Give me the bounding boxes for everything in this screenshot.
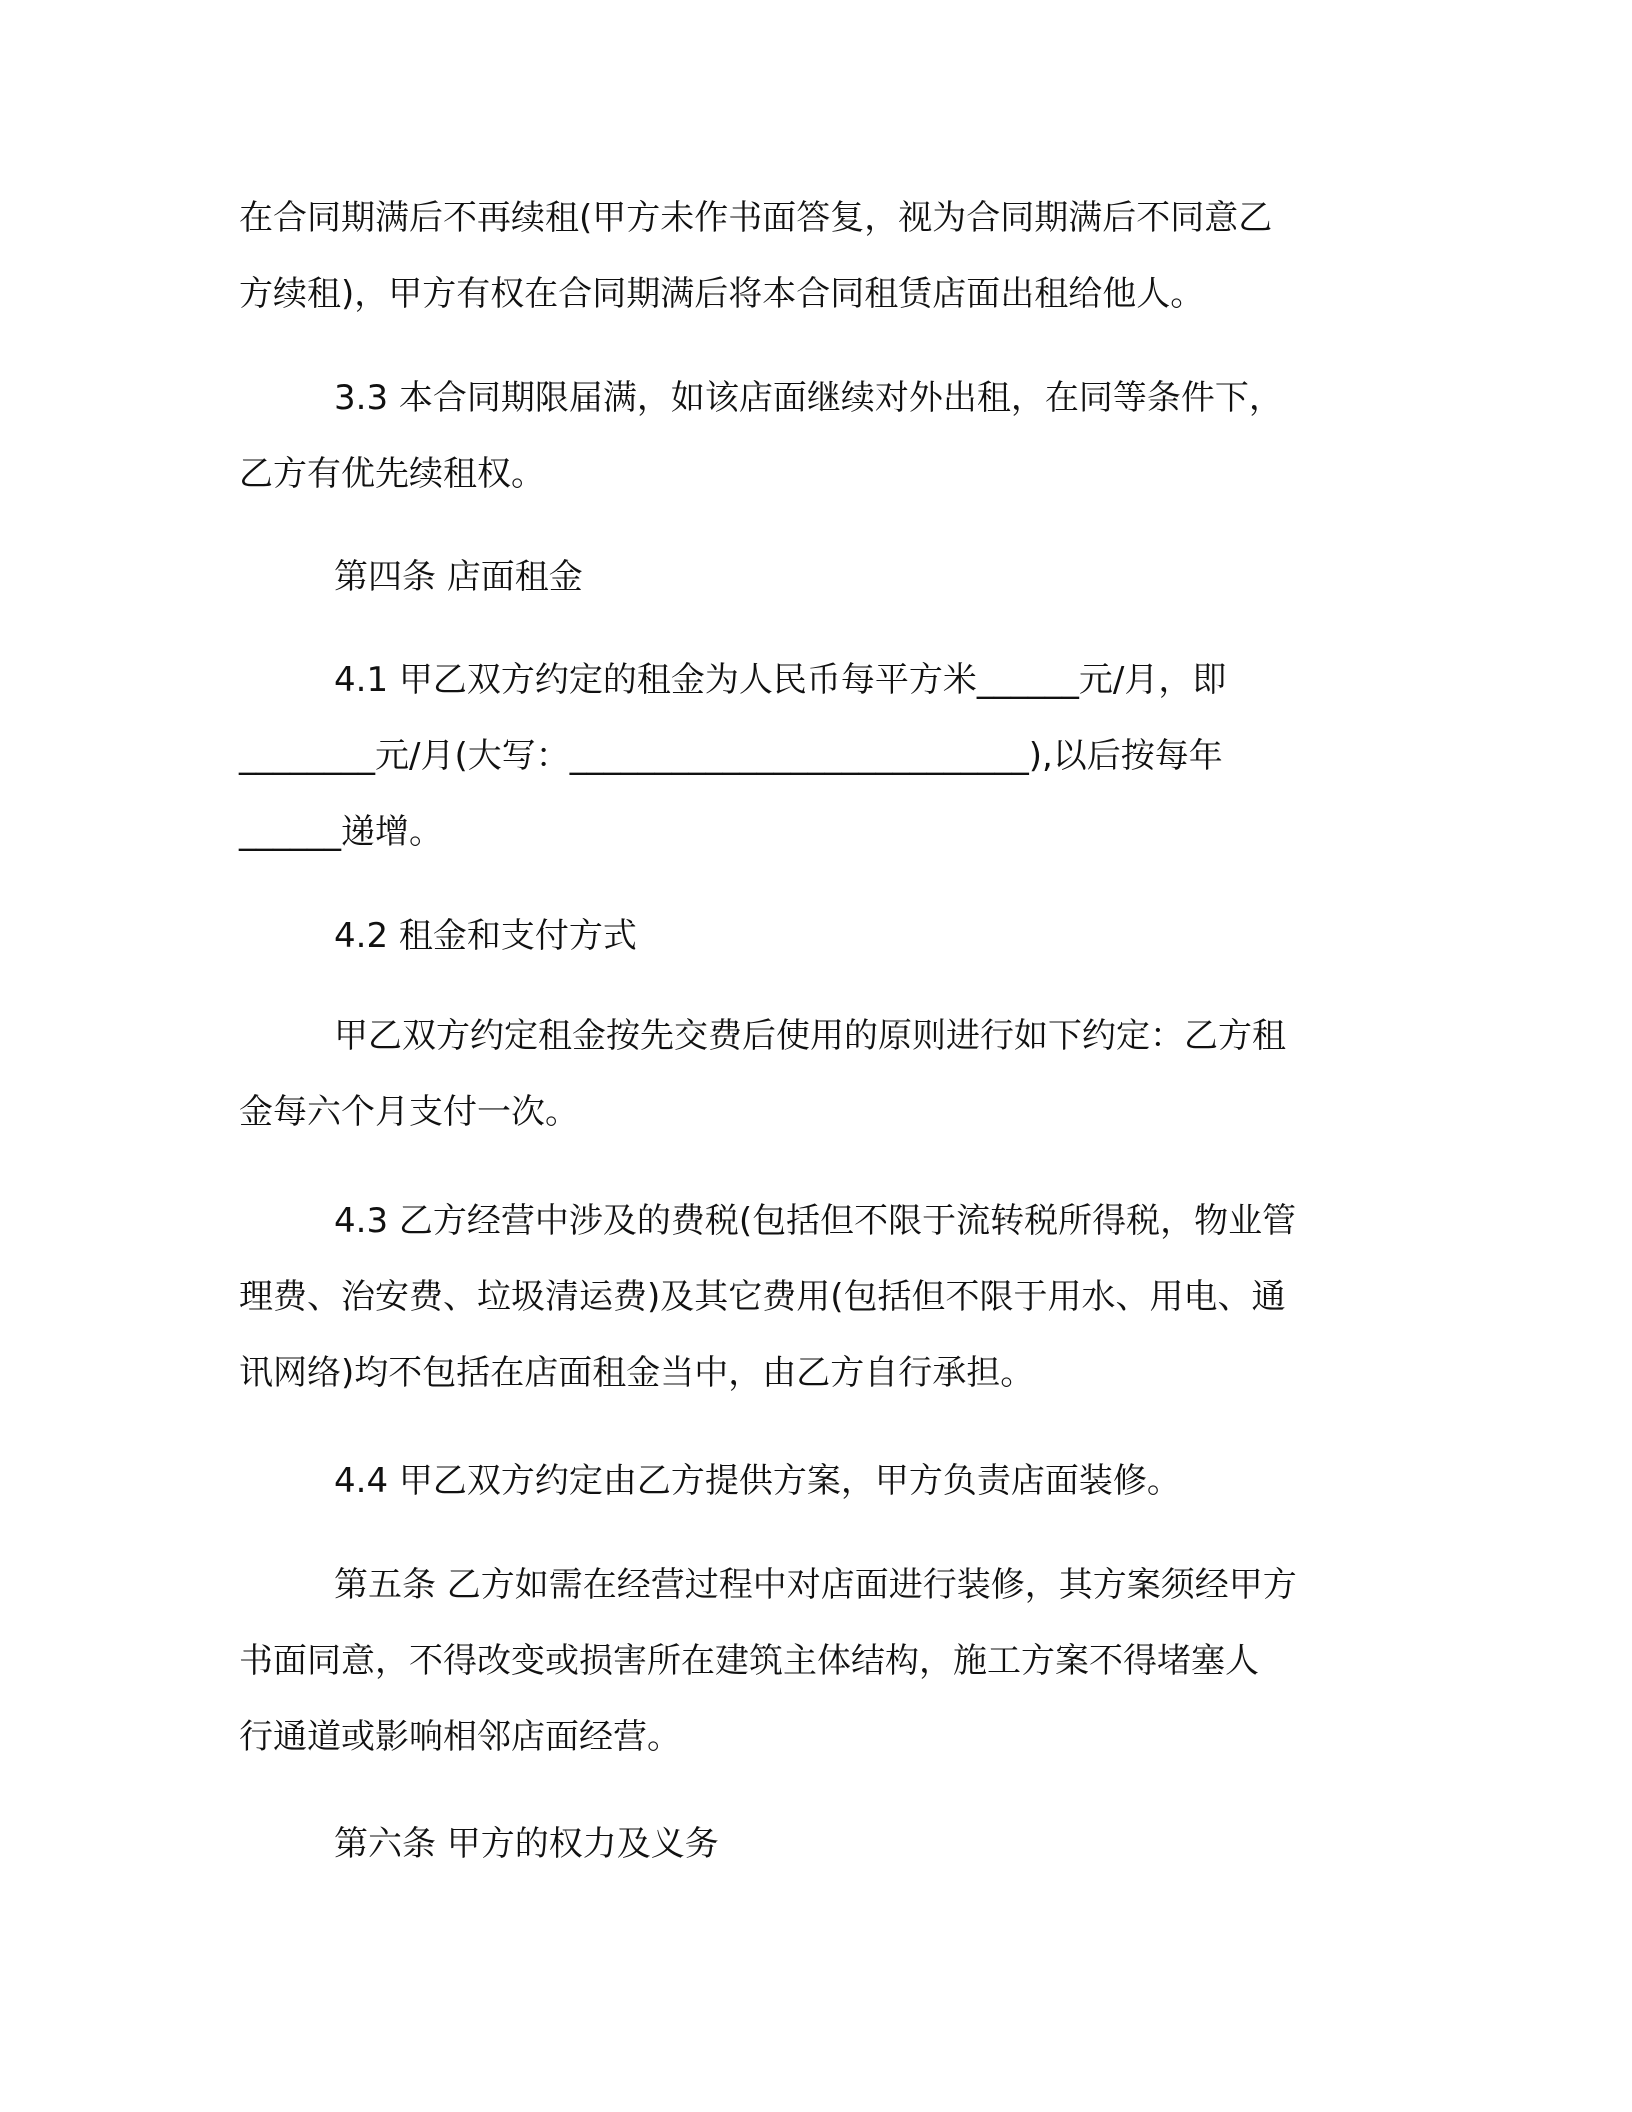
text-line: 乙方有优先续租权。 [239, 454, 545, 494]
paragraph-article-5 [239, 1547, 1389, 1775]
text-line: 4.3 乙方经营中涉及的费税(包括但不限于流转税所得税，物业管 [334, 1201, 1297, 1241]
text-line: 甲乙双方约定租金按先交费后使用的原则进行如下约定：乙方租 [334, 1016, 1286, 1056]
paragraph-payment-terms [239, 998, 1389, 1150]
text-line: 第六条 甲方的权力及义务 [334, 1824, 719, 1864]
text-line: 书面同意，不得改变或损害所在建筑主体结构，施工方案不得堵塞人 [239, 1641, 1259, 1681]
text-line: 讯网络)均不包括在店面租金当中，由乙方自行承担。 [239, 1353, 1035, 1393]
heading-clause-4-2 [239, 898, 1389, 974]
text-line: 在合同期满后不再续租(甲方未作书面答复，视为合同期满后不同意乙 [239, 198, 1273, 238]
text-line: 第四条 店面租金 [334, 557, 583, 597]
paragraph-clause-3-3 [239, 360, 1389, 512]
heading-article-6 [239, 1806, 1389, 1882]
text-line: 4.1 甲乙双方约定的租金为人民币每平方米______元/月，即 [334, 660, 1227, 700]
text-line: 3.3 本合同期限届满，如该店面继续对外出租，在同等条件下， [334, 378, 1283, 418]
text-line: 金每六个月支付一次。 [239, 1092, 579, 1132]
text-line: 4.4 甲乙双方约定由乙方提供方案，甲方负责店面装修。 [334, 1461, 1181, 1501]
text-line: 行通道或影响相邻店面经营。 [239, 1717, 681, 1757]
paragraph-clause-4-1 [239, 642, 1389, 870]
text-line: ______递增。 [239, 812, 443, 852]
text-line: ________元/月(大写：___________________________),以后按每年 [239, 736, 1223, 776]
paragraph-clause-4-4 [239, 1443, 1389, 1519]
heading-article-4 [239, 539, 1389, 615]
paragraph-renewal-continuation [239, 180, 1389, 332]
text-line: 理费、治安费、垃圾清运费)及其它费用(包括但不限于用水、用电、通 [239, 1277, 1286, 1317]
paragraph-clause-4-3 [239, 1183, 1389, 1411]
text-line: 4.2 租金和支付方式 [334, 916, 637, 956]
text-line: 第五条 乙方如需在经营过程中对店面进行装修，其方案须经甲方 [334, 1565, 1297, 1605]
text-line: 方续租)，甲方有权在合同期满后将本合同租赁店面出租给他人。 [239, 274, 1205, 314]
